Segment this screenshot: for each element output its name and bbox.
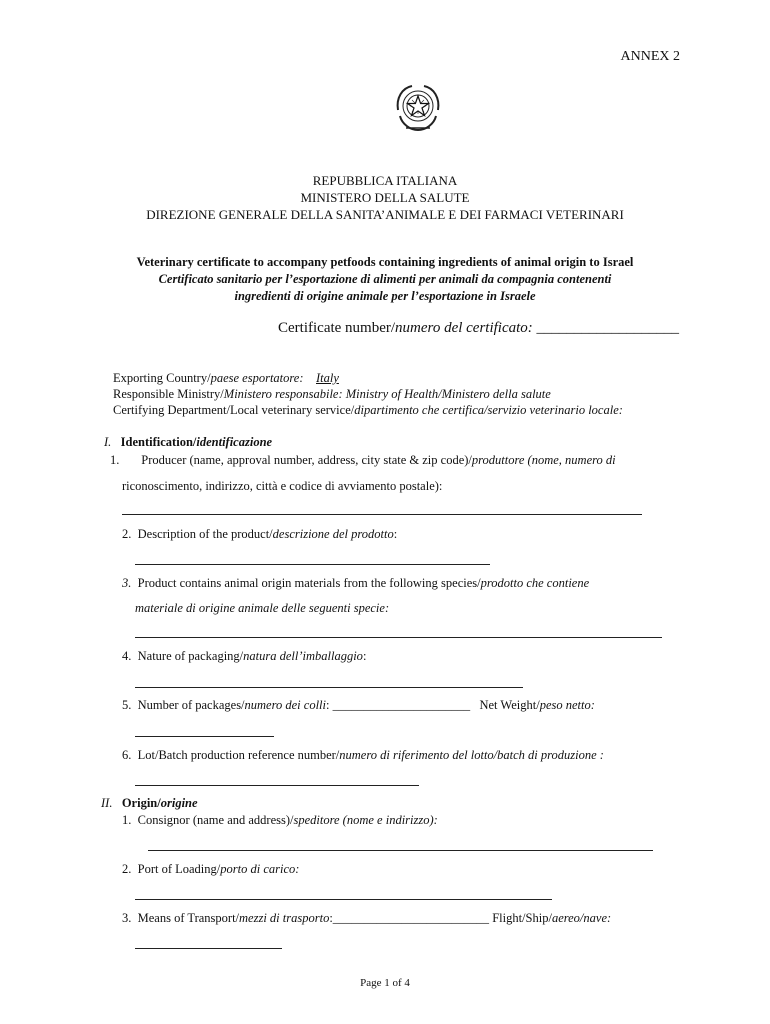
annex-label: ANNEX 2	[620, 49, 680, 64]
title-italian-line1: Certificato sanitario per l’esportazione di alimenti per animali da compagnia contenenti	[158, 272, 612, 286]
flight-ship-field[interactable]	[135, 936, 282, 949]
header-directorate: DIREZIONE GENERALE DELLA SANITA’ANIMALE E DEI FARMACI VETERINARI	[146, 207, 624, 222]
item-producer-num: 1.	[110, 453, 120, 467]
item-transport-num: 3.	[122, 911, 132, 925]
item-lot-label-it: numero di riferimento del lotto/batch di produzione :	[339, 748, 604, 762]
item-transport-label: Means of Transport/	[137, 911, 240, 925]
item-packages-num: 5.	[122, 698, 132, 712]
item-packages-row	[122, 698, 595, 713]
item-lot-label: Lot/Batch production reference number/	[137, 748, 340, 762]
certifying-department-label-it: dipartimento che certifica/servizio veterinario locale:	[354, 403, 623, 417]
lot-field[interactable]	[135, 773, 419, 786]
exporting-country-row	[113, 371, 339, 386]
item-transport-label-it: mezzi di trasporto	[239, 911, 330, 925]
item-species-label-it-b	[135, 601, 389, 616]
header-republic: REPUBBLICA ITALIANA	[312, 173, 458, 188]
description-field[interactable]	[135, 552, 490, 565]
item-packages-label: Number of packages/	[137, 698, 245, 712]
certificate-number-label-it: numero del certificato:	[395, 320, 533, 336]
item-port-label: Port of Loading/	[137, 862, 221, 876]
item-producer-row	[110, 453, 616, 468]
item-description-row	[122, 527, 397, 542]
item-packaging-label: Nature of packaging/	[137, 649, 244, 663]
section-1-title: Identification/	[120, 435, 197, 449]
certificate-number-row	[278, 320, 679, 337]
producer-field[interactable]	[122, 502, 642, 515]
section-1-numeral: I.	[104, 435, 112, 449]
item-packaging-label-it: natura dell’imballaggio	[243, 649, 363, 663]
item-description-num: 2.	[122, 527, 132, 541]
consignor-field[interactable]	[148, 838, 653, 851]
net-weight-label: Net Weight/	[479, 698, 540, 712]
section-2-numeral: II.	[101, 796, 113, 810]
item-transport-row	[122, 911, 611, 926]
item-packaging-colon: :	[362, 649, 367, 663]
item-port-row	[122, 862, 299, 877]
net-weight-field[interactable]	[135, 724, 274, 737]
page-number: Page 1 of 4	[360, 977, 410, 989]
flight-ship-label: Flight/Ship/	[492, 911, 552, 925]
item-species-label-it-a: prodotto che contiene	[480, 576, 590, 590]
responsible-ministry-row	[113, 387, 551, 402]
item-port-num: 2.	[122, 862, 132, 876]
exporting-country-label-it: paese esportatore:	[210, 371, 304, 385]
section-identification-heading	[104, 435, 272, 450]
item-producer-label-it-b: riconoscimento, indirizzo, città e codice di avviamento postale):	[122, 479, 443, 493]
packages-field[interactable]: : ______________________	[326, 698, 471, 712]
section-1-title-it: identificazione	[196, 435, 273, 449]
certificate-number-field[interactable]: ___________________	[536, 320, 680, 336]
item-species-label: Product contains animal origin materials from the following species/	[137, 576, 481, 590]
item-description-label: Description of the product/	[137, 527, 273, 541]
flight-ship-label-it: aereo/nave:	[551, 911, 612, 925]
section-origin-heading	[101, 796, 198, 811]
section-2-title-it: origine	[160, 796, 198, 810]
responsible-ministry-label: Responsible Ministry/	[113, 387, 224, 401]
packaging-field[interactable]	[135, 675, 523, 688]
item-consignor-row	[122, 813, 438, 828]
item-lot-num: 6.	[122, 748, 132, 762]
port-field[interactable]	[135, 887, 552, 900]
net-weight-label-it: peso netto:	[539, 698, 595, 712]
item-packages-label-it: numero dei colli	[244, 698, 326, 712]
item-producer-label-it-a: produttore (nome, numero di	[471, 453, 616, 467]
italian-emblem-icon	[388, 80, 448, 136]
item-species-num: 3.	[122, 576, 132, 590]
item-consignor-label-it: speditore (nome e indirizzo):	[293, 813, 438, 827]
certificate-number-label: Certificate number/	[278, 320, 396, 336]
exporting-country-label: Exporting Country/	[113, 371, 211, 385]
species-field[interactable]	[135, 625, 662, 638]
responsible-ministry-value: Ministero responsabile: Ministry of Health/Ministero della salute	[223, 387, 551, 401]
certifying-department-label: Certifying Department/Local veterinary service/	[113, 403, 355, 417]
item-consignor-label: Consignor (name and address)/	[137, 813, 294, 827]
item-description-colon: :	[393, 527, 398, 541]
item-packaging-num: 4.	[122, 649, 132, 663]
title-english: Veterinary certificate to accompany petfoods containing ingredients of animal origin to Israel	[136, 255, 634, 269]
header-ministry: MINISTERO DELLA SALUTE	[300, 190, 470, 205]
certifying-department-row	[113, 403, 623, 418]
transport-field[interactable]: :_________________________	[329, 911, 490, 925]
item-species-row	[122, 576, 589, 591]
item-lot-row	[122, 748, 604, 763]
exporting-country-value: Italy	[316, 371, 339, 385]
item-description-label-it: descrizione del prodotto	[272, 527, 394, 541]
item-species-label-it-b-text: materiale di origine animale delle seguenti specie:	[135, 601, 390, 615]
item-consignor-num: 1.	[122, 813, 132, 827]
section-2-title: Origin/	[121, 796, 161, 810]
item-port-label-it: porto di carico:	[220, 862, 300, 876]
item-producer-label: Producer (name, approval number, address, city state & zip code)/	[141, 453, 472, 467]
title-italian-line2: ingredienti di origine animale per l’esportazione in Israele	[234, 289, 536, 303]
item-packaging-row	[122, 649, 366, 664]
